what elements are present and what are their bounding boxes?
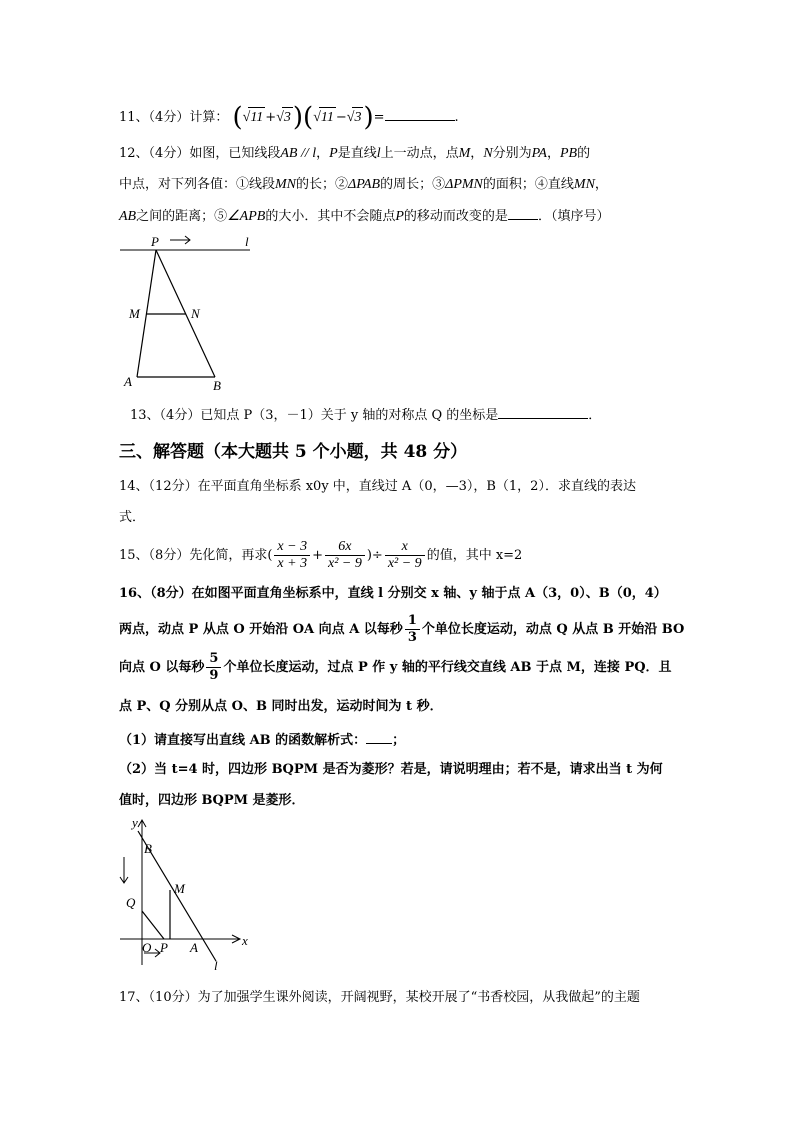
q11-sqrt3: 3 — [282, 107, 293, 128]
section-3-title: 三、解答题（本大题共 5 个小题，共 48 分） — [119, 442, 468, 462]
q11-prefix: 计算： — [189, 110, 229, 125]
q12-figure — [115, 228, 260, 398]
question-16-sub2-line2: 值时，四边形 BQPM 是菱形． — [119, 793, 305, 808]
question-13: 13、（4分）已知点 P（3，－1）关于 y 轴的对称点 Q 的坐标是 ． — [130, 404, 601, 426]
question-16-sub1: （1）请直接写出直线 AB 的函数解析式： ； — [119, 729, 405, 751]
label-B: B — [213, 378, 221, 393]
question-11: 11、（4分）计算： (√11 +√3)(√11 −√3)= . — [119, 102, 459, 133]
label-Q: Q — [126, 895, 136, 910]
q11-number: 11、 — [119, 110, 149, 125]
q11-sqrt11: 11 — [248, 107, 265, 128]
question-14-line2: 式． — [119, 510, 146, 525]
question-15: 15、（8分）先化简，再求( $\frac{x - 3}{x + 3}$ + $\frac{6x}{\text{x² − 9}}$ )÷ $\frac{x}{\text{x² − 9}}$ 的值，其中 x=2 — [119, 539, 523, 571]
label-y: y — [132, 815, 138, 830]
label-M: M — [129, 306, 140, 321]
label-N: N — [191, 306, 200, 321]
question-12-line3: AB之间的距离；⑤∠APB的大小．其中不会随点P的移动而改变的是 ．（填序号） — [119, 205, 609, 227]
label-P: P — [151, 234, 159, 249]
question-14-line1: 14、（12分）在平面直角坐标系 x0y 中，直线过 A（0，—3），B（1，2）．求直线的表达 — [119, 479, 636, 494]
q11-answer-blank[interactable] — [385, 106, 455, 121]
question-16-line4: 点 P、Q 分别从点 O、B 同时出发，运动时间为 t 秒． — [119, 699, 443, 714]
label-A: A — [124, 374, 132, 389]
q13-answer-blank[interactable] — [498, 404, 588, 419]
question-16-line2: 两点，动点 P 从点 O 开始沿 OA 向点 A 以每秒 $\frac{1}{3}$ 个单位长度运动，动点 Q 从点 B 开始沿 BO — [119, 613, 685, 645]
label-O: O — [142, 940, 152, 955]
label-l: l — [245, 234, 249, 249]
q16-answer-blank[interactable] — [366, 729, 392, 744]
question-12-line1: 12、（4分）如图，已知线段AB // l，P是直线l上一动点，点M，N分别为PA，PB的 — [119, 146, 591, 161]
q12-answer-blank[interactable] — [508, 205, 538, 220]
question-16-line3: 向点 O 以每秒 $\frac{5}{9}$ 个单位长度运动，过点 P 作 y 轴的平行线交直线 AB 于点 M，连接 PQ．且 — [119, 651, 672, 683]
label-M: M — [174, 881, 185, 896]
question-16-sub2-line1: （2）当 t=4 时，四边形 BQPM 是否为菱形？若是，请说明理由；若不是，请求出当 t 为何 — [119, 762, 663, 777]
label-B: B — [144, 841, 152, 856]
label-x: x — [242, 933, 248, 948]
q16-figure — [112, 815, 257, 975]
label-P: P — [160, 940, 168, 955]
label-l: l — [214, 958, 218, 973]
q11-score: （4分） — [148, 110, 190, 125]
question-12-line2: 中点，对下列各值：①线段MN的长；②ΔPAB的周长；③ΔPMN的面积；④直线MN， — [119, 177, 608, 192]
question-16-line1: 16、（8分）在如图平面直角坐标系中，直线 l 分别交 x 轴、y 轴于点 A（3，0）、B（0，4） — [119, 586, 667, 601]
question-17-line1: 17、（10分）为了加强学生课外阅读，开阔视野，某校开展了“书香校园，从我做起”的主题 — [119, 990, 640, 1005]
label-A: A — [190, 940, 198, 955]
